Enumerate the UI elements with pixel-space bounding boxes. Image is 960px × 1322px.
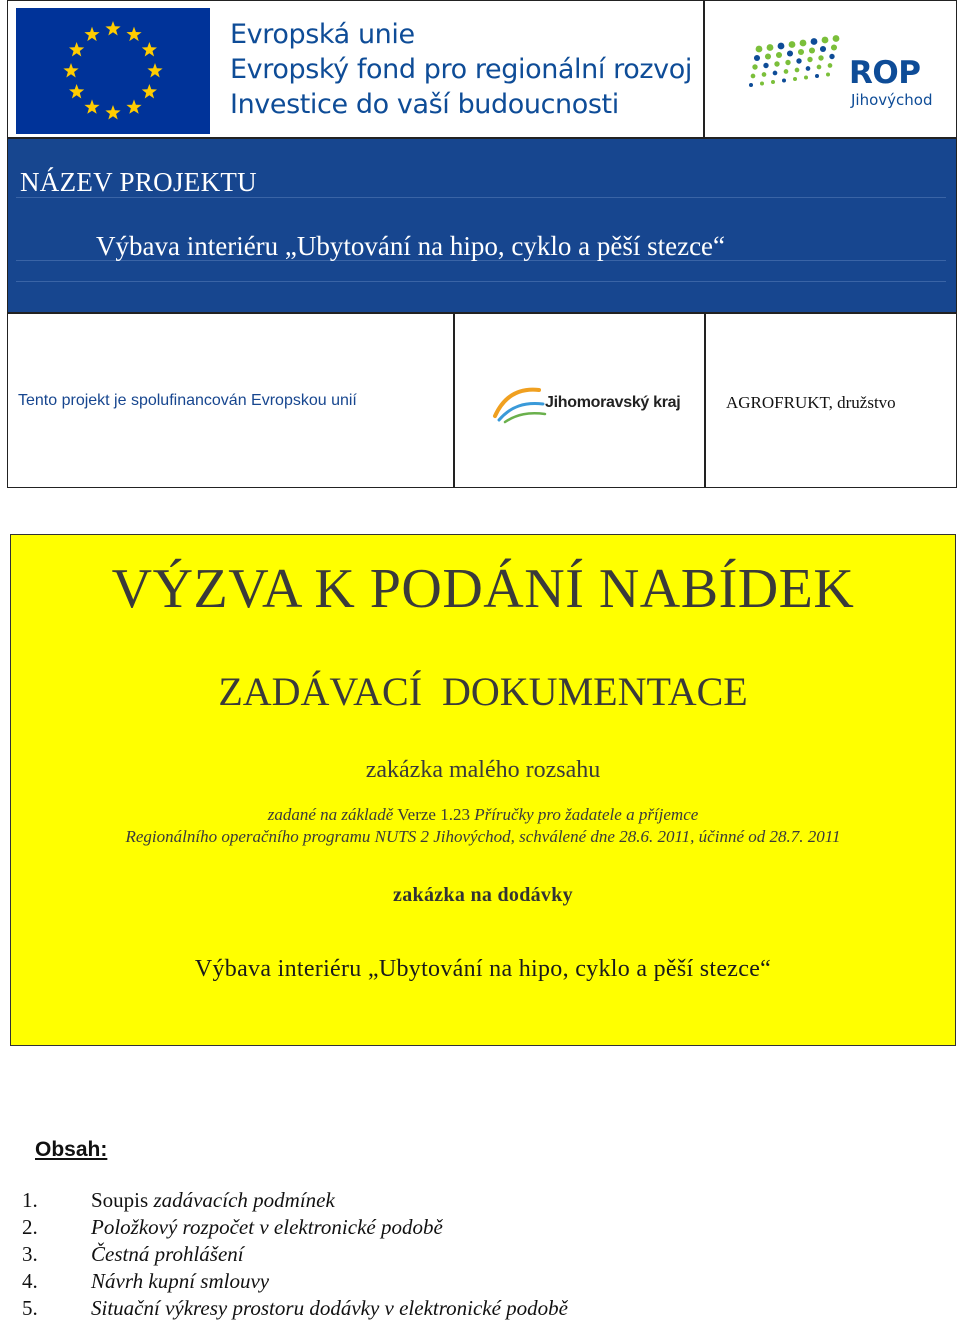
contents-list <box>22 1187 568 1322</box>
rop-dot-icon <box>773 71 778 76</box>
rop-dot-icon <box>828 63 833 68</box>
company-name: AGROFRUKT, družstvo <box>726 393 896 412</box>
project-name-band <box>7 138 957 313</box>
documentation-title: ZADÁVACÍ DOKUMENTACE <box>218 669 748 714</box>
eu-star-icon <box>69 84 84 99</box>
rop-dot-icon <box>771 80 775 84</box>
header-table <box>7 0 957 488</box>
eu-star-icon <box>105 105 120 120</box>
contract-size-label: zakázka malého rozsahu <box>365 757 601 783</box>
eu-star-icon <box>147 63 162 78</box>
call-for-tenders-box <box>10 534 956 1046</box>
eu-star-icon <box>142 42 157 57</box>
rop-dot-icon <box>785 60 790 65</box>
rop-dot-icon <box>787 50 793 56</box>
basis-version: Verze 1.23 <box>397 805 470 824</box>
basis-line-2: Regionálního operačního programu NUTS 2 Jihovýchod, schválené dne 28.6. 2011, účinné od 28.7. 2011 <box>125 827 841 846</box>
rop-dot-icon <box>778 43 785 50</box>
eu-logo-text <box>230 17 692 122</box>
basis-text-c: Příručky pro žadatele a příjemce <box>474 805 699 824</box>
basis-text-a: zadané na základě <box>267 805 394 824</box>
list-item-text-italic: Položkový rozpočet v elektronické podobě <box>91 1215 443 1239</box>
eu-star-icon <box>69 42 84 57</box>
rop-dot-icon <box>754 55 760 61</box>
rop-dot-icon <box>752 64 757 69</box>
rop-logo-subtitle: Jihovýchod <box>851 91 933 109</box>
rop-dot-icon <box>789 41 796 48</box>
rop-dot-icon <box>749 83 753 87</box>
company-cell <box>705 313 957 488</box>
contents-heading: Obsah: <box>35 1138 108 1161</box>
eu-line-fund: Evropský fond pro regionální rozvoj <box>230 54 692 85</box>
rop-logo-icon <box>745 35 935 115</box>
rop-dot-icon <box>815 74 819 78</box>
rop-dot-icon <box>800 40 807 47</box>
rop-dot-icon <box>829 54 834 59</box>
list-item-number: 4. <box>22 1269 38 1293</box>
list-item-text-italic: Návrh kupní smlouvy <box>91 1269 270 1293</box>
list-item-text-italic: Čestná prohlášení <box>91 1242 244 1266</box>
rop-dot-icon <box>806 66 811 71</box>
rop-dot-icon <box>826 73 830 77</box>
rop-dot-icon <box>762 72 767 77</box>
list-item-number: 1. <box>22 1188 38 1212</box>
rop-logo-cell <box>704 0 957 138</box>
basis-line-1 <box>11 805 955 825</box>
project-name: Výbava interiéru „Ubytování na hipo, cyklo a pěší stezce“ <box>194 956 772 982</box>
eu-logo-cell <box>7 0 704 138</box>
jihomoravsky-kraj-logo-icon <box>491 384 547 424</box>
rop-dot-icon <box>831 44 837 50</box>
band-rule <box>16 281 946 282</box>
list-item <box>22 1295 568 1322</box>
eu-star-icon <box>126 27 141 41</box>
rop-dot-icon <box>776 52 782 58</box>
region-logo-cell <box>454 313 705 488</box>
eu-line-union: Evropská unie <box>230 19 415 50</box>
rop-dot-icon <box>760 82 764 86</box>
eu-star-icon <box>142 84 157 99</box>
eu-star-icon <box>63 63 78 78</box>
list-item-text-italic: Situační výkresy prostoru dodávky v elektronické podobě <box>91 1296 568 1320</box>
eu-star-icon <box>105 21 120 36</box>
call-title: VÝZVA K PODÁNÍ NABÍDEK <box>111 558 855 620</box>
list-item-text-italic: zadávacích podmínek <box>153 1188 335 1212</box>
rop-dot-icon <box>811 38 818 45</box>
rop-dot-icon <box>818 55 823 60</box>
contract-type-label: zakázka na dodávky <box>393 884 573 906</box>
rop-dot-icon <box>751 74 756 79</box>
rop-dot-icon <box>822 37 829 44</box>
eu-star-icon <box>84 99 99 113</box>
rop-dot-icon <box>804 76 808 80</box>
rop-dot-icon <box>833 35 840 42</box>
region-logo-text: Jihomoravský kraj <box>545 394 681 411</box>
rop-dot-icon <box>765 53 771 59</box>
list-item-number: 3. <box>22 1242 38 1266</box>
eu-line-investment: Investice do vaší budoucnosti <box>230 89 619 120</box>
rop-dot-icon <box>820 46 826 52</box>
rop-dot-icon <box>807 57 812 62</box>
rop-dot-icon <box>756 46 763 53</box>
list-item-number: 5. <box>22 1296 38 1320</box>
rop-dot-icon <box>763 63 768 68</box>
cofinance-text: Tento projekt je spolufinancován Evropskou unií <box>18 392 357 409</box>
eu-star-icon <box>126 99 141 113</box>
rop-dot-icon <box>793 77 797 81</box>
cofinance-cell <box>7 313 454 488</box>
band-project-name: Výbava interiéru „Ubytování na hipo, cyklo a pěší stezce“ <box>96 231 726 261</box>
list-item-number: 2. <box>22 1215 38 1239</box>
rop-dot-icon <box>796 58 801 63</box>
rop-dot-icon <box>795 68 800 73</box>
rop-dot-icon <box>798 49 804 55</box>
rop-dot-icon <box>767 44 774 51</box>
list-item <box>22 1268 568 1295</box>
list-item <box>22 1187 568 1214</box>
rop-logo-title: ROP <box>849 55 921 91</box>
list-item <box>22 1214 568 1241</box>
list-item-text: Soupis <box>91 1188 149 1212</box>
rop-dot-icon <box>784 69 789 74</box>
rop-dot-icon <box>809 47 815 53</box>
rop-dot-icon <box>817 65 822 70</box>
rop-dot-icon <box>774 61 779 66</box>
eu-star-icon <box>84 27 99 41</box>
list-item <box>22 1241 568 1268</box>
eu-flag-icon <box>16 8 210 134</box>
band-title: NÁZEV PROJEKTU <box>20 167 257 197</box>
rop-dot-icon <box>782 79 786 83</box>
